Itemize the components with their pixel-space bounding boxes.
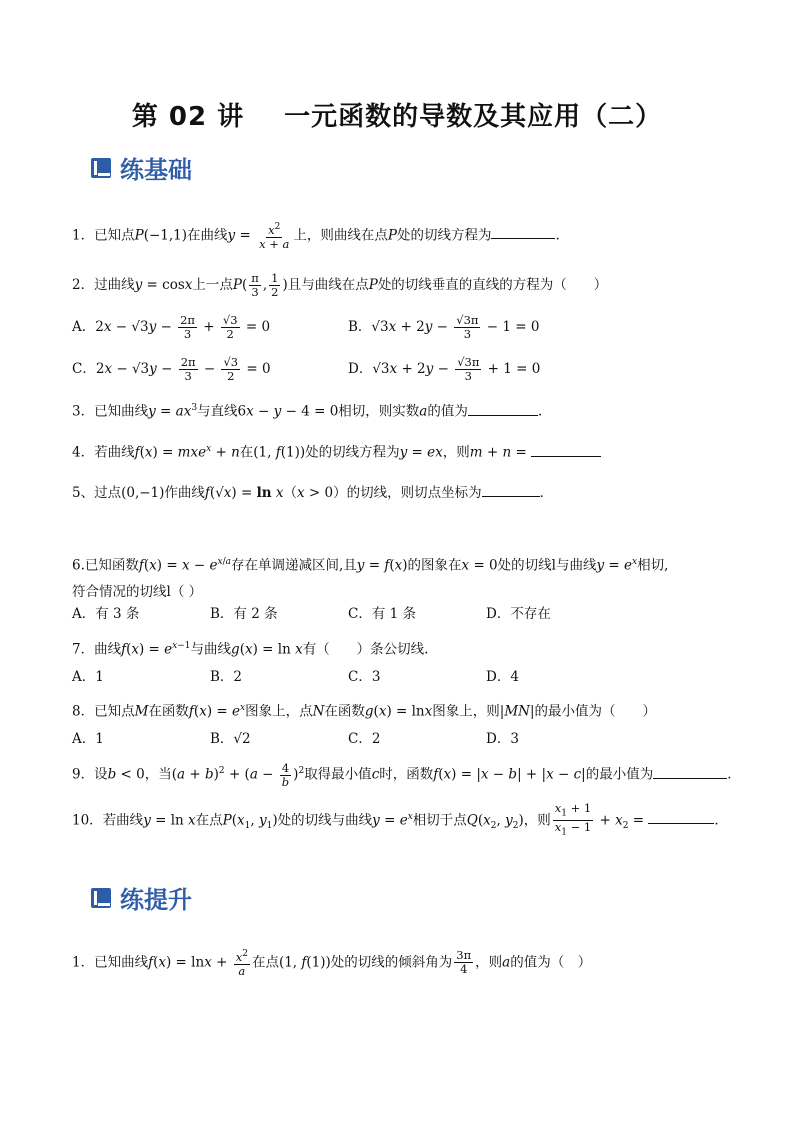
option-b[interactable]: B．√2 [210, 731, 251, 747]
option-d[interactable]: D．不存在 [486, 606, 551, 622]
option-c[interactable]: C．3 [348, 669, 381, 685]
option-c[interactable]: C．有 1 条 [348, 606, 417, 622]
section-advanced-heading [90, 880, 192, 915]
option-b[interactable]: B．2 [210, 669, 243, 685]
question-7-options [72, 667, 722, 689]
question-3: 3．已知曲线$y = ax^3$与直线6x − y − 4 = 0相切，则实数a的值为 . [72, 398, 542, 422]
question-2-options-row-1 [72, 313, 722, 341]
question-8: 8．已知点M在函数$f(x) = e^x$图象上，点N在函数g(x) = lnx图象上，则|MN|的最小值为（ ） [72, 703, 657, 720]
section-basic-heading [90, 150, 192, 185]
question-1: 1．已知点P(−1,1)在曲线y = $\frac{x^2}{x + a}$ 上，则曲线在点P处的切线方程为 . [72, 222, 560, 251]
section-basic-title: 练基础 [120, 156, 192, 184]
option-b[interactable]: B．有 2 条 [210, 606, 278, 622]
question-5: 5、过点(0,−1)作曲线f(√x) = ln x（x > 0）的切线，则切点坐标为 ． [72, 482, 553, 503]
option-a[interactable]: A．2x − √3y − $\frac{2\pi}{3}$ + $\frac{√3}{2}$ = 0 [72, 313, 271, 341]
option-d[interactable]: D．3 [486, 731, 519, 747]
option-b[interactable]: B．√3x + 2y − $\frac{√3\pi}{3}$ − 1 = 0 [348, 313, 540, 341]
page-title [0, 96, 794, 133]
question-7: 7．曲线$f(x) = e^{x-1}$与曲线g(x) = ln x有（ ）条公切线. [72, 641, 429, 658]
question-6-options [72, 604, 722, 626]
question-2-options-row-2 [72, 355, 722, 383]
answer-blank[interactable] [468, 401, 538, 416]
option-a[interactable]: A．有 3 条 [72, 606, 140, 622]
option-d[interactable]: D．√3x + 2y − $\frac{√3\pi}{3}$ + 1 = 0 [348, 355, 541, 383]
question-8-options [72, 729, 722, 751]
advanced-question-1: 1．已知曲线f(x) = lnx + $\frac{x^2}{a}$ 在点(1, f(1))处的切线的倾斜角为 $\frac{3\pi}{4}$ ，则a的值为（ ） [72, 948, 592, 978]
answer-blank[interactable] [491, 224, 555, 239]
option-c[interactable]: C．2x − √3y − $\frac{2\pi}{3}$ − $\frac{√3}{2}$ = 0 [72, 355, 271, 383]
answer-blank[interactable] [531, 442, 601, 457]
title-lecture-number: 第 02 讲 [131, 102, 245, 132]
question-9: 9．设b < 0，当$(a + b)^2 + (a$ − $\frac{4}{b}$ )$^2$取得最小值c时，函数f(x) = |x − b| + |x − c|的最小值为 . [72, 760, 732, 789]
option-c[interactable]: C．2 [348, 731, 381, 747]
option-a[interactable]: A．1 [72, 731, 104, 747]
option-d[interactable]: D．4 [486, 669, 519, 685]
question-4: 4．若曲线f(x) = mxe$^x$ + n在(1, f(1))处的切线方程为y = ex，则m + n = [72, 439, 601, 463]
question-6: 6.已知函数$f(x) = x - e^{x/a}$存在单调递减区间,且y = f(x)的图象在x = 0处的切线l与曲线$y = e^x$相切, [72, 557, 669, 574]
section-advanced-title: 练提升 [120, 886, 192, 914]
answer-blank[interactable] [653, 764, 727, 779]
question-10: 10．若曲线y = ln x在点$P(x_1$, $y_1$)处的切线与曲线$y = e^x$相切于点$Q(x_2$, $y_2$)，则 $\frac{x_1 + 1}{x_1 - 1}$ + $x_2$ = . [72, 801, 719, 838]
book-icon [90, 157, 114, 179]
answer-blank[interactable] [482, 482, 540, 497]
question-2: 2．过曲线y = cosx上一点P( $\frac{\pi}{3}$ , $\frac{1}{2}$ )且与曲线在点P处的切线垂直的直线的方程为（ ） [72, 271, 608, 299]
answer-blank[interactable] [648, 809, 714, 824]
question-6-line-2: 符合情况的切线l（ ） [72, 584, 203, 600]
option-a[interactable]: A．1 [72, 669, 104, 685]
title-topic: 一元函数的导数及其应用（二） [284, 102, 663, 132]
book-icon [90, 887, 114, 909]
